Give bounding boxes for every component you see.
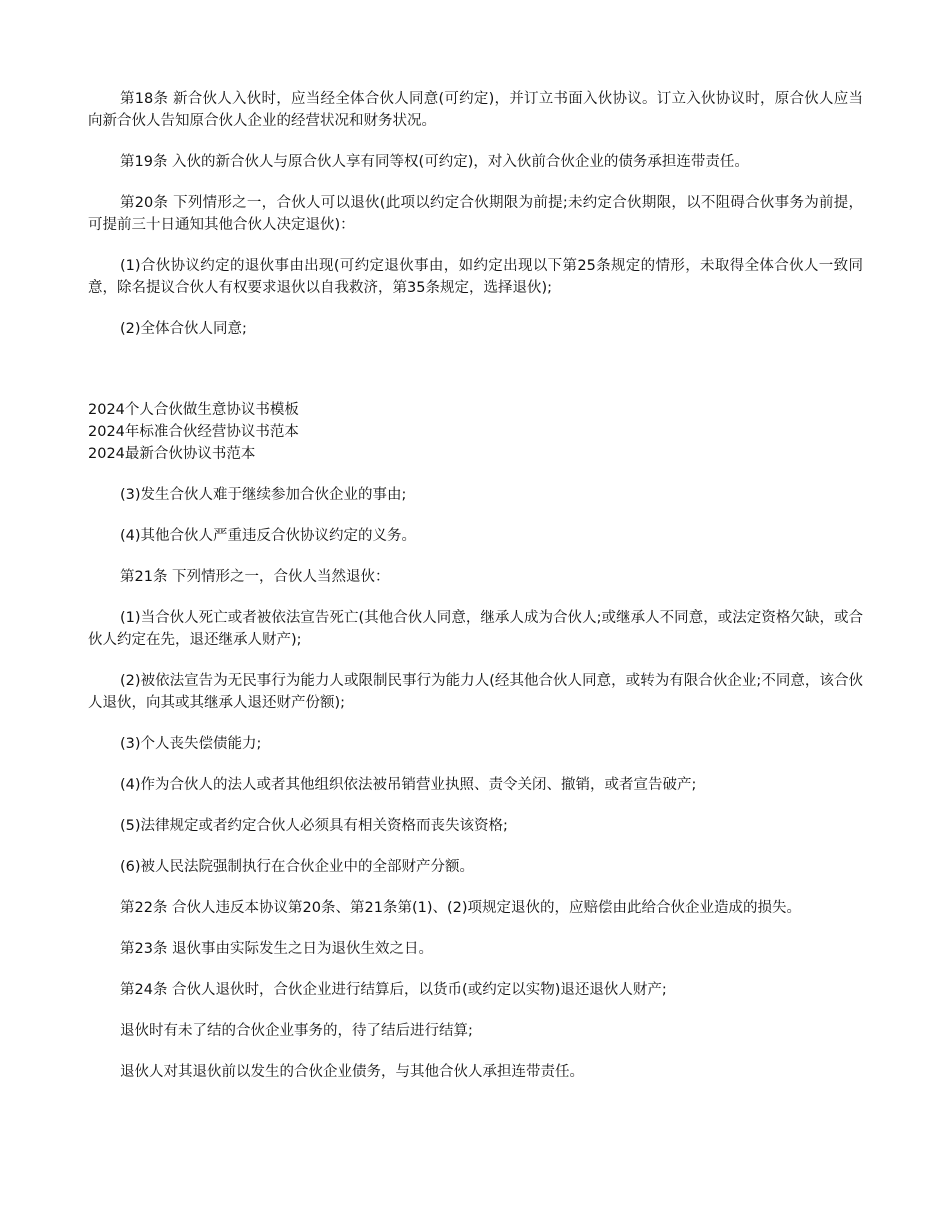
article-18-paragraph: 第18条 新合伙人入伙时，应当经全体合伙人同意(可约定)，并订立书面入伙协议。订立入伙协议时，原合伙人应当向新合伙人告知原合伙人企业的经营状况和财务状况。: [88, 91, 863, 129]
article-22-paragraph: 第22条 合伙人违反本协议第20条、第21条第(1)、(2)项规定退伙的，应赔偿由此给合伙企业造成的损失。: [120, 900, 802, 916]
related-link-2[interactable]: 2024年标准合伙经营协议书范本: [88, 424, 299, 440]
article-21-item-2: (2)被依法宣告为无民事行为能力人或限制民事行为能力人(经其他合伙人同意，或转为有限合伙企业;不同意，该合伙人退伙，向其或其继承人退还财产份额);: [88, 673, 863, 711]
related-link-3[interactable]: 2024最新合伙协议书范本: [88, 446, 256, 462]
article-20-item-2: (2)全体合伙人同意;: [120, 321, 247, 337]
article-20-item-1: (1)合伙协议约定的退伙事由出现(可约定退伙事由，如约定出现以下第25条规定的情形，未取得全体合伙人一致同意，除名提议合伙人有权要求退伙以自我救济，第35条规定，选择退伙);: [88, 258, 863, 296]
article-21-item-1: (1)当合伙人死亡或者被依法宣告死亡(其他合伙人同意，继承人成为合伙人;或继承人不同意，或法定资格欠缺，或合伙人约定在先，退还继承人财产);: [88, 610, 863, 648]
related-link-1[interactable]: 2024个人合伙做生意协议书模板: [88, 402, 299, 418]
article-24-paragraph: 第24条 合伙人退伙时，合伙企业进行结算后，以货币(或约定以实物)退还退伙人财产;: [120, 982, 667, 998]
article-21-item-4: (4)作为合伙人的法人或者其他组织依法被吊销营业执照、责令关闭、撤销，或者宣告破产;: [120, 777, 697, 793]
article-21-item-6: (6)被人民法院强制执行在合伙企业中的全部财产分额。: [120, 859, 475, 875]
spacer: [88, 359, 863, 399]
article-23-paragraph: 第23条 退伙事由实际发生之日为退伙生效之日。: [120, 941, 434, 957]
article-21-paragraph: 第21条 下列情形之一，合伙人当然退伙：: [120, 569, 390, 585]
article-20-item-3: (3)发生合伙人难于继续参加合伙企业的事由;: [120, 487, 407, 503]
article-24-clause-2: 退伙时有未了结的合伙企业事务的，待了结后进行结算;: [120, 1023, 473, 1039]
article-20-item-4: (4)其他合伙人严重违反合伙协议约定的义务。: [120, 528, 417, 544]
article-21-item-5: (5)法律规定或者约定合伙人必须具有相关资格而丧失该资格;: [120, 818, 508, 834]
article-21-item-3: (3)个人丧失偿债能力;: [120, 736, 262, 752]
article-20-paragraph: 第20条 下列情形之一，合伙人可以退伙(此项以约定合伙期限为前提;未约定合伙期限，以不阻碍合伙事务为前提，可提前三十日通知其他合伙人决定退伙)：: [88, 195, 863, 233]
article-19-paragraph: 第19条 入伙的新合伙人与原合伙人享有同等权(可约定)，对入伙前合伙企业的债务承担连带责任。: [120, 154, 749, 170]
document-page: [88, 88, 863, 1102]
related-links: [88, 399, 863, 465]
article-24-clause-3: 退伙人对其退伙前以发生的合伙企业债务，与其他合伙人承担连带责任。: [120, 1064, 584, 1080]
